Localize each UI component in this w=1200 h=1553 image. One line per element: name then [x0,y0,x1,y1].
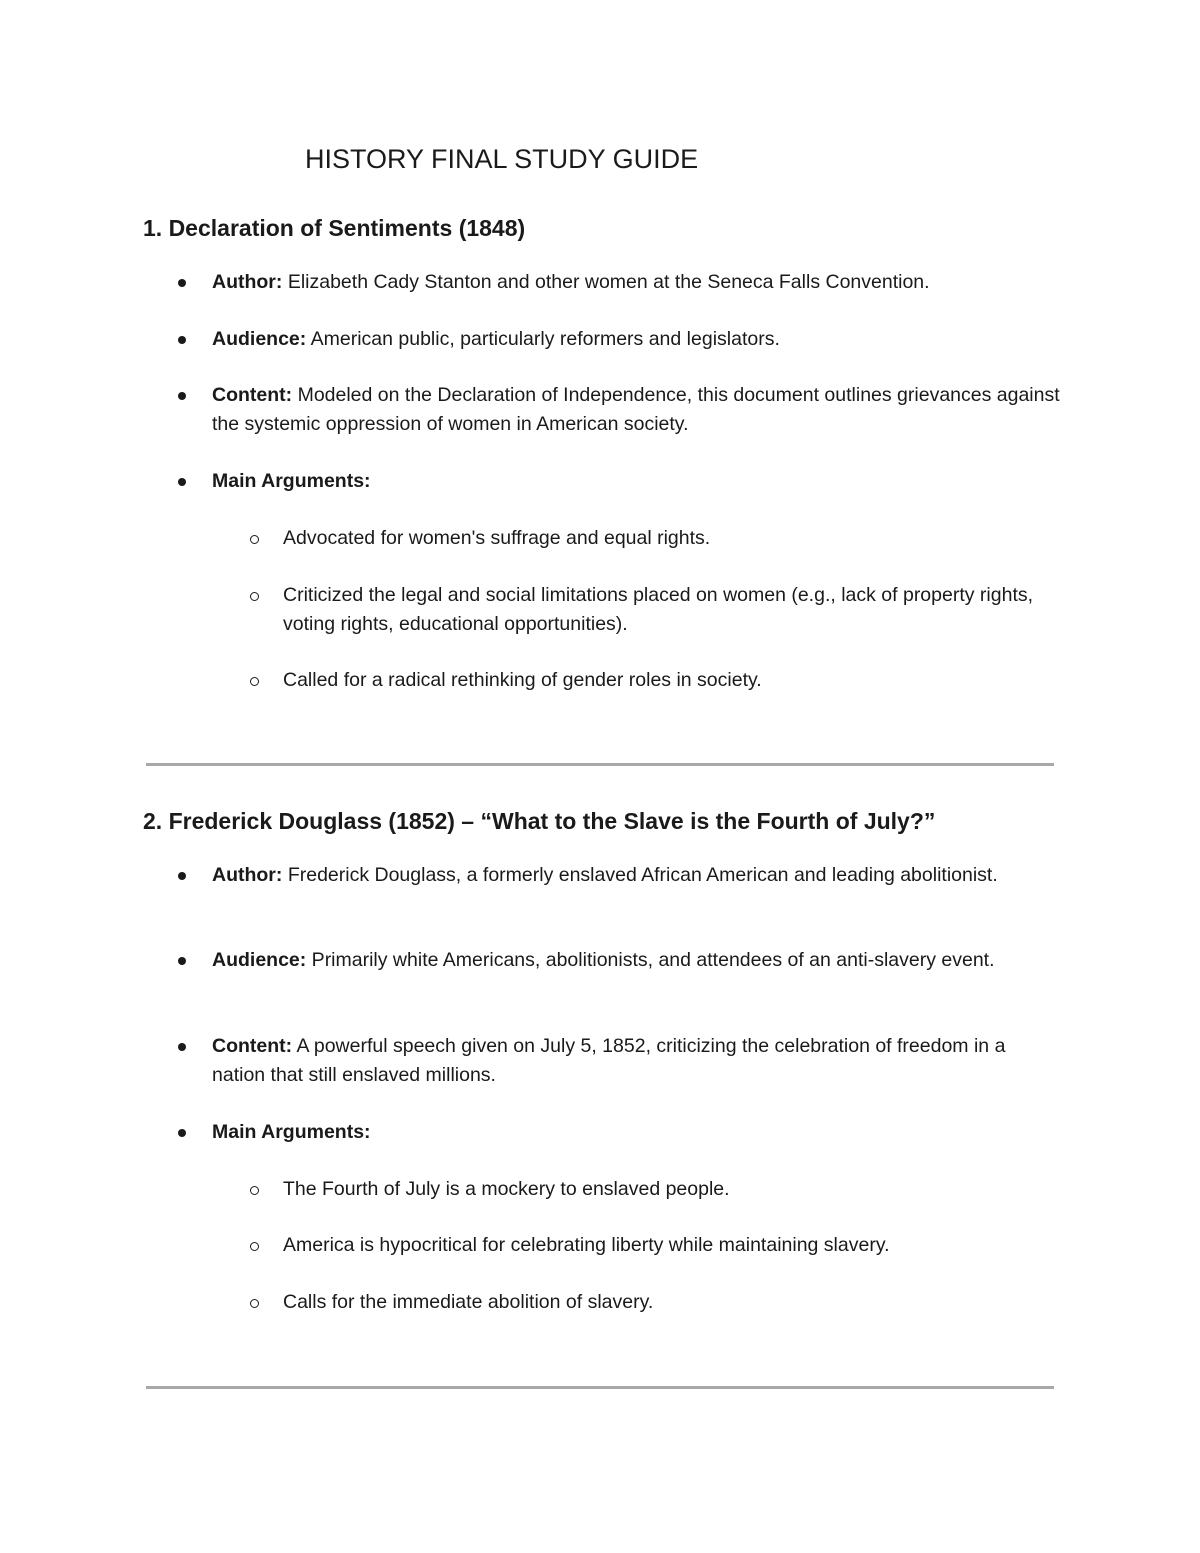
bullet-disc-icon [178,1043,186,1051]
item-text: Primarily white Americans, abolitionists, and attendees of an anti-slavery event. [306,949,995,971]
list-item-author [212,861,1062,890]
item-label: Author: [212,271,283,293]
item-label: Audience: [212,949,307,971]
item-label: Audience: [212,328,307,350]
item-label: Content: [212,1035,293,1057]
argument-text: Criticized the legal and social limitations placed on women (e.g., lack of property rights, voting rights, educational opportunities). [283,584,1034,635]
section-heading: 2. Frederick Douglass (1852) – “What to the Slave is the Fourth of July?” [143,808,936,834]
argument-item [283,666,1063,695]
bullet-circle-icon [250,677,259,686]
bullet-circle-icon [250,535,259,544]
item-label: Main Arguments: [212,1121,371,1143]
section-divider [146,763,1054,766]
bullet-disc-icon [178,279,186,287]
argument-text: America is hypocritical for celebrating liberty while maintaining slavery. [283,1234,890,1256]
item-label: Author: [212,864,283,886]
list-item-main-arguments [212,467,1062,496]
bullet-circle-icon [250,1242,259,1251]
item-text: Elizabeth Cady Stanton and other women at the Seneca Falls Convention. [282,271,930,293]
argument-text: Advocated for women's suffrage and equal rights. [283,527,711,549]
argument-item [283,1231,1063,1260]
item-text: Frederick Douglass, a formerly enslaved African American and leading abolitionist. [282,864,998,886]
item-text: Modeled on the Declaration of Independence, this document outlines grievances against the systemic oppression of women in American society. [212,384,1060,435]
argument-text: Called for a radical rethinking of gender roles in society. [283,669,762,691]
argument-text: The Fourth of July is a mockery to enslaved people. [283,1178,730,1200]
list-item-author [212,268,1062,297]
list-item-audience [212,946,1062,975]
list-item-content [212,1032,1062,1090]
argument-item [283,524,1063,553]
section-divider [146,1386,1054,1389]
argument-text: Calls for the immediate abolition of slavery. [283,1291,654,1313]
section-heading: 1. Declaration of Sentiments (1848) [143,215,526,241]
list-item-main-arguments [212,1118,1062,1147]
bullet-disc-icon [178,336,186,344]
item-text: A powerful speech given on July 5, 1852, criticizing the celebration of freedom in a nation that still enslaved millions. [212,1035,1006,1086]
bullet-disc-icon [178,872,186,880]
item-label: Content: [212,384,293,406]
bullet-circle-icon [250,1299,259,1308]
list-item-audience [212,325,1062,354]
bullet-disc-icon [178,392,186,400]
bullet-disc-icon [178,957,186,965]
item-label: Main Arguments: [212,470,371,492]
list-item-content [212,381,1062,439]
argument-item [283,581,1063,639]
bullet-circle-icon [250,1186,259,1195]
argument-item [283,1288,1063,1317]
bullet-disc-icon [178,1129,186,1137]
bullet-disc-icon [178,478,186,486]
item-text: American public, particularly reformers and legislators. [306,328,780,350]
bullet-circle-icon [250,592,259,601]
document-title: HISTORY FINAL STUDY GUIDE [305,144,699,174]
argument-item [283,1175,1063,1204]
